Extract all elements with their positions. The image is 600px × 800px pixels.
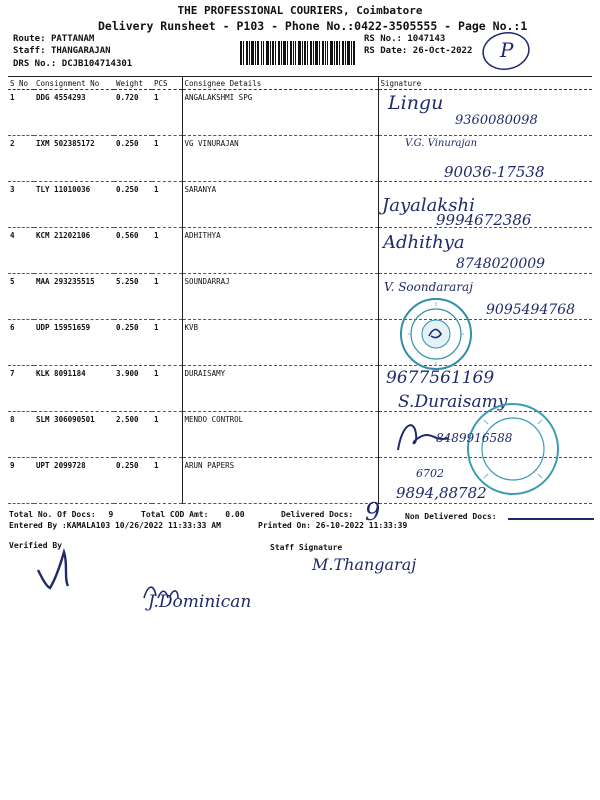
phone-5: 9095494768 bbox=[486, 302, 576, 318]
bottom-signature: J.Dominican bbox=[148, 592, 252, 612]
phone-1: 9360080098 bbox=[455, 113, 538, 128]
document-title: THE PROFESSIONAL COURIERS, Coimbatore bbox=[177, 4, 423, 17]
row-weight: 0.250 bbox=[114, 182, 152, 228]
row-sno: 4 bbox=[8, 228, 34, 274]
row-sno: 2 bbox=[8, 136, 34, 182]
signature-3: Jayalakshi bbox=[382, 195, 475, 216]
total-cod-label: Total COD Amt: bbox=[141, 510, 209, 519]
staff-label: Staff: bbox=[13, 46, 46, 56]
row-sno: 6 bbox=[8, 320, 34, 366]
phone-4: 8748020009 bbox=[456, 256, 546, 272]
total-docs-value: 9 bbox=[108, 510, 114, 519]
row-consignee: KVB bbox=[182, 320, 378, 366]
row-sno: 9 bbox=[8, 458, 34, 504]
row-consignment: KCM 21202106 bbox=[34, 228, 114, 274]
row-consignment: UDP 15951659 bbox=[34, 320, 114, 366]
row-weight: 3.900 bbox=[114, 366, 152, 412]
rs-date-label: RS Date: bbox=[364, 46, 408, 56]
row-consignment: MAA 293235515 bbox=[34, 274, 114, 320]
non-delivered-dash-line bbox=[508, 518, 594, 520]
row-consignee: ANGALAKSHMI SPG bbox=[182, 90, 378, 136]
row-pcs: 1 bbox=[152, 458, 182, 504]
signature-1: Lingu bbox=[388, 92, 444, 114]
row-consignee: ADHITHYA bbox=[182, 228, 378, 274]
row-consignee: VG VINURAJAN bbox=[182, 136, 378, 182]
row-weight: 0.250 bbox=[114, 458, 152, 504]
phone-3: 9994672386 bbox=[436, 211, 532, 229]
signature-7: S.Duraisamy bbox=[398, 392, 508, 412]
row-consignment: DDG 4554293 bbox=[34, 90, 114, 136]
row-pcs: 1 bbox=[152, 182, 182, 228]
signature-4: Adhithya bbox=[383, 232, 465, 253]
row-sno: 5 bbox=[8, 274, 34, 320]
phone-9: 9894,88782 bbox=[396, 484, 487, 502]
route-line bbox=[13, 34, 94, 44]
row-pcs: 1 bbox=[152, 228, 182, 274]
col-signature: Signature bbox=[378, 77, 592, 90]
route-value: PATTANAM bbox=[50, 34, 95, 44]
rs-date-value: 26-Oct-2022 bbox=[412, 46, 473, 56]
table-row bbox=[8, 320, 592, 366]
row-pcs: 1 bbox=[152, 366, 182, 412]
row-weight: 0.720 bbox=[114, 90, 152, 136]
delivered-docs-label: Delivered Docs: bbox=[281, 510, 354, 519]
entered-by: Entered By :KAMALA103 10/26/2022 11:33:33 AM bbox=[9, 521, 221, 530]
row-consignee: ARUN PAPERS bbox=[182, 458, 378, 504]
row-sno: 1 bbox=[8, 90, 34, 136]
circled-page-mark bbox=[480, 30, 532, 72]
rs-date-line bbox=[364, 46, 472, 56]
staff-signature-label: Staff Signature bbox=[270, 543, 343, 552]
row-consignee: DURAISAMY bbox=[182, 366, 378, 412]
verified-by-label: Verified By bbox=[9, 541, 62, 550]
staff-signature: M.Thangaraj bbox=[312, 555, 417, 574]
table-header-row bbox=[8, 77, 592, 90]
note-9: 6702 bbox=[416, 467, 444, 480]
drs-label: DRS No.: bbox=[13, 59, 57, 69]
col-weight: Weight bbox=[114, 77, 152, 90]
col-sno: S No bbox=[8, 77, 34, 90]
drs-line bbox=[13, 59, 132, 69]
row-pcs: 1 bbox=[152, 412, 182, 458]
row-consignment: UPT 2099728 bbox=[34, 458, 114, 504]
row-pcs: 1 bbox=[152, 136, 182, 182]
col-consignment: Consignment No bbox=[34, 77, 114, 90]
row-weight: 0.250 bbox=[114, 136, 152, 182]
rs-no-line bbox=[364, 34, 445, 44]
row-consignment: IXM 502385172 bbox=[34, 136, 114, 182]
route-label: Route: bbox=[13, 34, 46, 44]
row-weight: 2.500 bbox=[114, 412, 152, 458]
total-cod-value: 0.00 bbox=[225, 510, 245, 519]
non-delivered-docs-label: Non Delivered Docs: bbox=[405, 512, 497, 521]
verified-signature-scribble-icon bbox=[34, 548, 74, 594]
signature-5: V. Soondararaj bbox=[384, 280, 473, 294]
row-weight: 0.560 bbox=[114, 228, 152, 274]
row-weight: 5.250 bbox=[114, 274, 152, 320]
row-consignee: SOUNDARRAJ bbox=[182, 274, 378, 320]
total-cod-line bbox=[141, 510, 245, 519]
bank-stamp-image bbox=[398, 296, 474, 372]
rs-no-value: 1047143 bbox=[407, 34, 446, 44]
circled-letter: P bbox=[500, 38, 514, 62]
row-consignee: MENDO CONTROL bbox=[182, 412, 378, 458]
col-pcs: PCS bbox=[152, 77, 182, 90]
row-pcs: 1 bbox=[152, 320, 182, 366]
runsheet-subtitle: Delivery Runsheet - P103 - Phone No.:0422-3505555 - Page No.:1 bbox=[98, 19, 528, 33]
row-sno: 3 bbox=[8, 182, 34, 228]
phone-8: 8489916588 bbox=[436, 431, 513, 445]
staff-line bbox=[13, 46, 111, 56]
delivered-docs-value: 9 bbox=[365, 498, 381, 526]
total-docs-label: Total No. Of Docs: bbox=[9, 510, 96, 519]
total-docs-line bbox=[9, 510, 113, 519]
row-sno: 8 bbox=[8, 412, 34, 458]
staff-value: THANGARAJAN bbox=[50, 46, 111, 56]
printed-on: Printed On: 26-10-2022 11:33:39 bbox=[258, 521, 408, 530]
signature-2: V.G. Vinurajan bbox=[405, 138, 478, 149]
row-pcs: 1 bbox=[152, 90, 182, 136]
drs-value: DCJB104714301 bbox=[61, 59, 133, 69]
row-weight: 0.250 bbox=[114, 320, 152, 366]
row-consignment: TLY 11010036 bbox=[34, 182, 114, 228]
row-consignment: KLK 8091184 bbox=[34, 366, 114, 412]
row-consignment: SLM 306090501 bbox=[34, 412, 114, 458]
phone-2: 90036-17538 bbox=[444, 163, 545, 181]
row-sno: 7 bbox=[8, 366, 34, 412]
row-consignee: SARANYA bbox=[182, 182, 378, 228]
col-consignee: Consignee Details bbox=[182, 77, 378, 90]
rs-no-label: RS No.: bbox=[364, 34, 402, 44]
row-pcs: 1 bbox=[152, 274, 182, 320]
phone-7: 9677561169 bbox=[386, 368, 495, 388]
barcode-image bbox=[240, 41, 355, 65]
